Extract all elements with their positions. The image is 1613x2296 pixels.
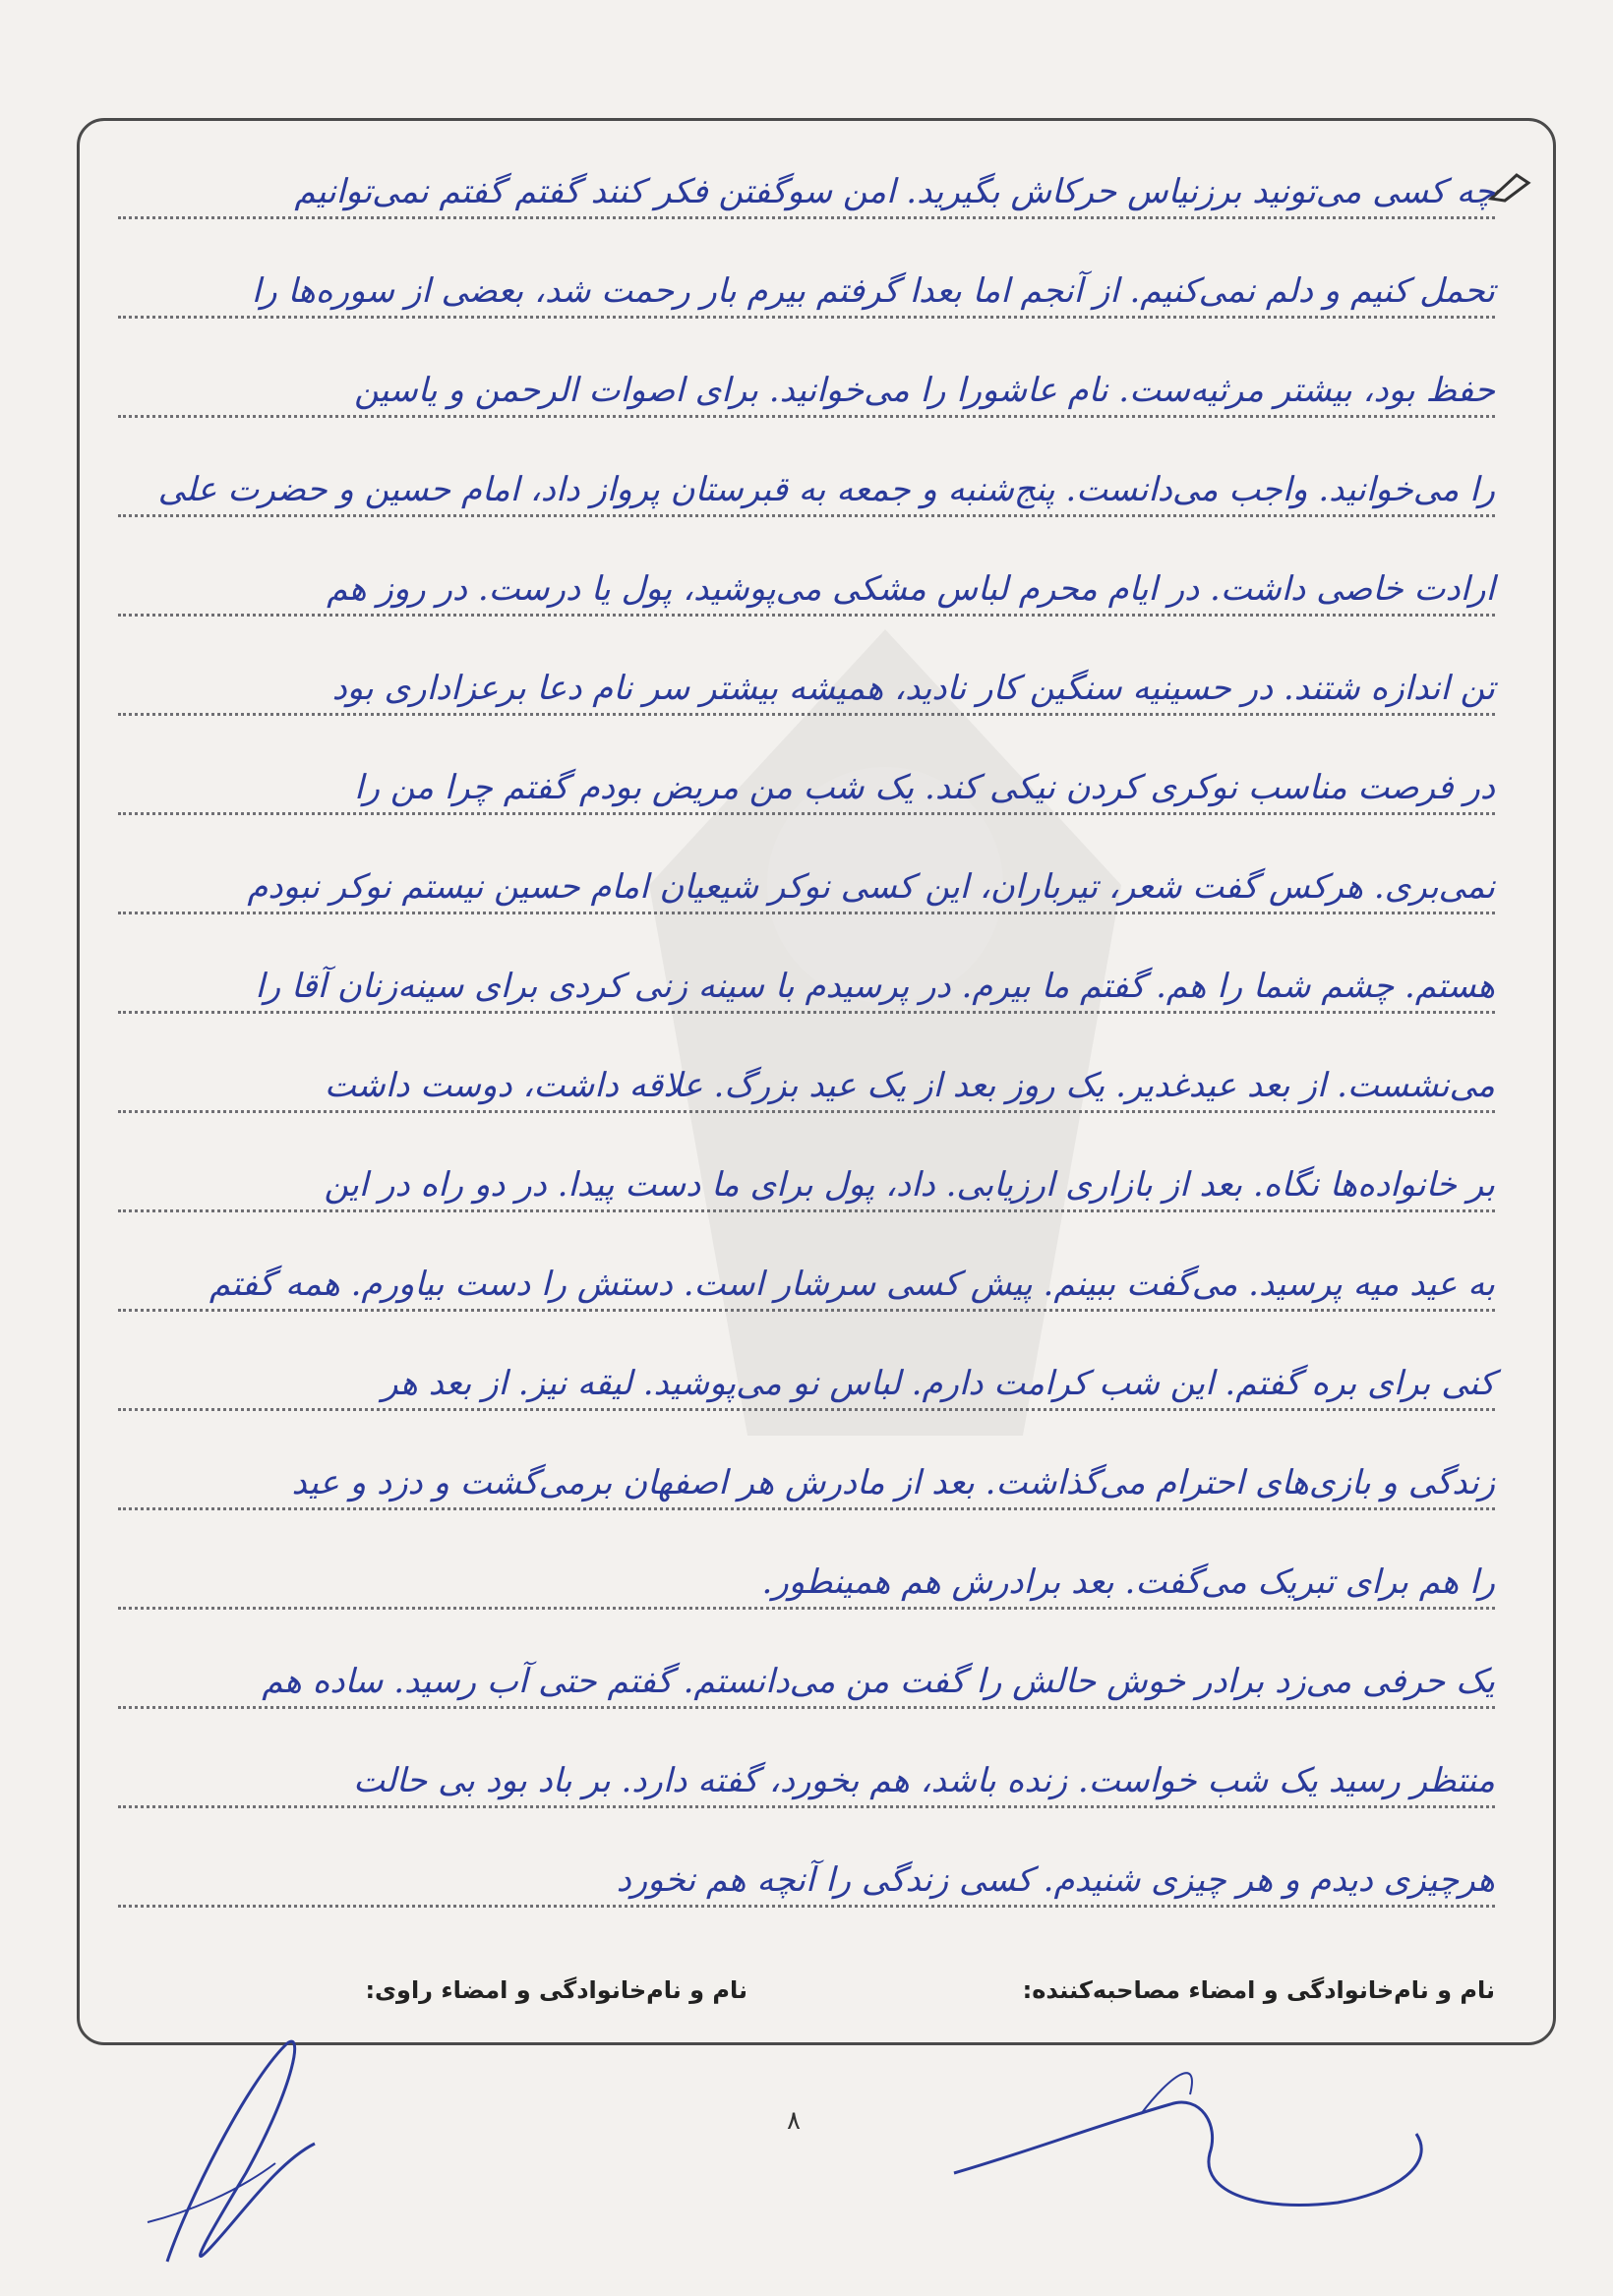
- text-line: ارادت خاصی داشت. در ایام محرم لباس مشکی می‌پوشید، پول یا درست. در روز هم: [118, 535, 1495, 634]
- text-line: چه کسی می‌تونید برزنیاس حرکاش بگیرید. امن سوگفتن فکر کنند گفتم گفتم نمی‌توانیم: [118, 138, 1495, 237]
- text-line: تحمل کنیم و دلم نمی‌کنیم. از آنجم اما بعدا گرفتم بیرم بار رحمت شد، بعضی از سوره‌ها را: [118, 237, 1495, 336]
- text-line: حفظ بود، بیشتر مرثیه‌ست. نام عاشورا را می‌خوانید. برای اصوات الرحمن و یاسین: [118, 336, 1495, 436]
- text-line: به عید میه پرسید. می‌گفت ببینم. پیش کسی سرشار است. دستش را دست بیاورم. همه گفتم: [118, 1230, 1495, 1329]
- page-number: ٨: [787, 2106, 801, 2136]
- text-line: را هم برای تبریک می‌گفت. بعد برادرش هم همینطور.: [118, 1528, 1495, 1627]
- text-line: نمی‌بری. هرکس گفت شعر، تیرباران، این کسی نوکر شیعیان امام حسین نیستم نوکر نبودم: [118, 833, 1495, 932]
- text-line: یک حرفی می‌زد برادر خوش حالش را گفت من می‌دانستم. گفتم حتی آب رسید. ساده هم: [118, 1627, 1495, 1727]
- text-line: منتظر رسید یک شب خواست. زنده باشد، هم بخورد، گفته دارد. بر باد بود بی حالت: [118, 1727, 1495, 1826]
- handwritten-text-area: [118, 138, 1495, 1925]
- interviewer-signature: [944, 2045, 1456, 2242]
- text-line: در فرصت مناسب نوکری کردن نیکی کند. یک شب من مریض بودم گفتم چرا من را: [118, 734, 1495, 833]
- text-line: زندگی و بازی‌های احترام می‌گذاشت. بعد از مادرش هر اصفهان برمی‌گشت و دزد و عید: [118, 1429, 1495, 1528]
- text-line: را می‌خوانید. واجب می‌دانست. پنج‌شنبه و جمعه به قبرستان پرواز داد، امام حسین و حضرت علی: [118, 436, 1495, 535]
- signature-labels: [295, 1976, 1495, 2026]
- narrator-signature: [128, 2026, 364, 2281]
- interviewer-label: نام و نام‌خانوادگی و امضاء مصاحبه‌کننده:: [1022, 1976, 1495, 2004]
- text-line: تن اندازه شتند. در حسینیه سنگین کار نادید، همیشه بیشتر سر نام دعا برعزاداری بود: [118, 634, 1495, 734]
- text-line: هستم. چشم شما را هم. گفتم ما بیرم. در پرسیدم با سینه زنی کردی برای سینه‌زنان آقا را: [118, 932, 1495, 1031]
- text-line: هرچیزی دیدم و هر چیزی شنیدم. کسی زندگی را آنچه هم نخورد: [118, 1826, 1495, 1925]
- text-line: کنی برای بره گفتم. این شب کرامت دارم. لباس نو می‌پوشید. لیقه نیز. از بعد هر: [118, 1329, 1495, 1429]
- text-line: می‌نشست. از بعد عیدغدیر. یک روز بعد از یک عید بزرگ. علاقه داشت، دوست داشت: [118, 1031, 1495, 1131]
- narrator-label: نام و نام‌خانوادگی و امضاء راوی:: [365, 1976, 747, 2004]
- text-line: بر خانواده‌ها نگاه. بعد از بازاری ارزیابی. داد، پول برای ما دست پیدا. در دو راه در این: [118, 1131, 1495, 1230]
